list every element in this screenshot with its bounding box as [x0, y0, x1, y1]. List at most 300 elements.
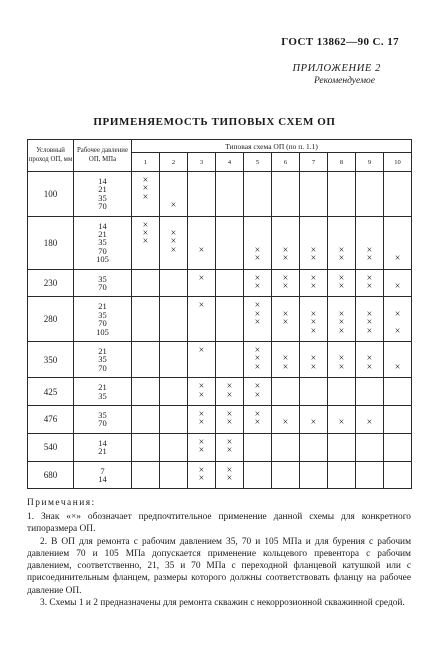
scheme-cell — [384, 433, 412, 461]
mark-glyph: × — [338, 353, 345, 365]
scheme-cell — [244, 297, 272, 342]
mark-glyph — [300, 475, 327, 483]
mark-glyph: × — [198, 464, 205, 476]
mark-glyph: × — [226, 408, 233, 420]
pressure-cell — [74, 461, 132, 489]
scheme-cell — [132, 172, 160, 217]
mark-glyph: × — [338, 361, 345, 373]
scheme-cell — [272, 405, 300, 433]
mark-glyph: × — [310, 353, 317, 365]
mark-glyph — [132, 447, 159, 455]
pressure-value: 35 — [98, 309, 107, 320]
table-title: ПРИМЕНЯЕМОСТЬ ТИПОВЫХ СХЕМ ОП — [93, 116, 336, 128]
mark-glyph: × — [198, 300, 205, 312]
scheme-cell — [188, 172, 216, 217]
mark-glyph: × — [366, 272, 373, 284]
scheme-cell — [356, 216, 384, 269]
scheme-cell — [132, 405, 160, 433]
pressure-value: 70 — [98, 418, 107, 429]
mark-glyph: × — [170, 227, 177, 239]
scheme-cell — [384, 341, 412, 377]
pressure-value: 14 — [98, 473, 107, 484]
mark-glyph: × — [142, 219, 149, 231]
scheme-cell — [384, 269, 412, 297]
mark-glyph — [188, 364, 215, 372]
mark-glyph: × — [198, 272, 205, 284]
pressure-value: 7 — [100, 465, 105, 476]
mark-glyph: × — [254, 381, 261, 393]
table-row — [28, 461, 412, 489]
pressure-value: 21 — [98, 382, 107, 393]
mark-glyph: × — [310, 308, 317, 320]
scheme-cell — [216, 269, 244, 297]
scheme-cell — [384, 461, 412, 489]
mark-glyph — [384, 202, 411, 210]
mark-glyph — [216, 202, 243, 210]
pressure-value: 21 — [98, 446, 107, 457]
scheme-number: 10 — [384, 153, 412, 172]
mark-glyph: × — [198, 244, 205, 256]
scheme-cell — [244, 405, 272, 433]
mark-glyph — [244, 202, 271, 210]
mark-glyph: × — [338, 272, 345, 284]
scheme-cell — [300, 461, 328, 489]
pressure-cell — [74, 341, 132, 377]
scheme-cell — [132, 341, 160, 377]
scheme-cell — [272, 378, 300, 406]
scheme-cell — [356, 297, 384, 342]
scheme-cell — [160, 461, 188, 489]
mark-glyph: × — [366, 280, 373, 292]
mark-glyph: × — [198, 389, 205, 401]
col-header-pressure: Рабочее давление ОП, МПа — [74, 140, 132, 172]
mark-glyph: × — [282, 244, 289, 256]
pressure-value: 35 — [98, 354, 107, 365]
mark-glyph — [132, 255, 159, 263]
scheme-cell — [384, 378, 412, 406]
scheme-cell — [328, 216, 356, 269]
mark-glyph: × — [254, 272, 261, 284]
table-row — [28, 433, 412, 461]
mark-glyph: × — [394, 253, 401, 265]
scheme-cell — [328, 297, 356, 342]
scheme-cell — [300, 405, 328, 433]
mark-glyph: × — [142, 227, 149, 239]
mark-glyph — [132, 328, 159, 336]
pressure-cell — [74, 405, 132, 433]
mark-glyph — [300, 447, 327, 455]
col-header-bore: Условный проход ОП, мм — [28, 140, 74, 172]
scheme-cell — [272, 216, 300, 269]
scheme-cell — [216, 461, 244, 489]
pressure-value: 35 — [98, 273, 107, 284]
mark-glyph — [132, 419, 159, 427]
mark-glyph: × — [310, 280, 317, 292]
pressure-value: 21 — [98, 184, 107, 195]
notes-heading: Примечания: — [27, 498, 96, 508]
scheme-cell — [132, 461, 160, 489]
page-header: ГОСТ 13862—90 С. 17 — [281, 36, 399, 48]
mark-glyph — [384, 447, 411, 455]
mark-glyph — [216, 255, 243, 263]
pressure-value: 70 — [98, 245, 107, 256]
scheme-cell — [328, 172, 356, 217]
pressure-value: 105 — [96, 326, 109, 337]
mark-glyph — [272, 447, 299, 455]
mark-glyph: × — [366, 417, 373, 429]
mark-glyph: × — [310, 317, 317, 329]
scheme-cell — [300, 433, 328, 461]
mark-glyph — [328, 447, 355, 455]
bore-cell: 425 — [28, 378, 74, 406]
mark-glyph: × — [366, 244, 373, 256]
pressure-cell — [74, 172, 132, 217]
mark-glyph: × — [338, 325, 345, 337]
scheme-number: 9 — [356, 153, 384, 172]
schemes-table — [27, 139, 412, 489]
pressure-value: 70 — [98, 318, 107, 329]
scheme-cell — [188, 216, 216, 269]
scheme-number: 4 — [216, 153, 244, 172]
mark-glyph: × — [338, 308, 345, 320]
pressure-value: 35 — [98, 390, 107, 401]
pressure-cell — [74, 216, 132, 269]
mark-glyph — [328, 475, 355, 483]
mark-glyph — [160, 475, 187, 483]
scheme-cell — [244, 172, 272, 217]
mark-glyph: × — [282, 353, 289, 365]
scheme-cell — [272, 433, 300, 461]
mark-glyph: × — [198, 445, 205, 457]
mark-glyph: × — [310, 325, 317, 337]
mark-glyph: × — [282, 280, 289, 292]
header-row — [28, 140, 412, 153]
mark-glyph: × — [254, 408, 261, 420]
mark-glyph: × — [226, 472, 233, 484]
scheme-cell — [300, 216, 328, 269]
mark-glyph: × — [198, 436, 205, 448]
mark-glyph: × — [198, 344, 205, 356]
scheme-cell — [328, 341, 356, 377]
mark-glyph — [188, 283, 215, 291]
mark-glyph — [384, 475, 411, 483]
scheme-cell — [244, 269, 272, 297]
mark-glyph: × — [366, 361, 373, 373]
table-row — [28, 269, 412, 297]
mark-glyph — [272, 328, 299, 336]
scheme-cell — [244, 433, 272, 461]
mark-glyph — [244, 328, 271, 336]
bore-cell: 230 — [28, 269, 74, 297]
pressure-value: 105 — [96, 254, 109, 265]
mark-glyph: × — [338, 280, 345, 292]
pressure-value: 21 — [98, 228, 107, 239]
mark-glyph — [132, 364, 159, 372]
pressure-value: 14 — [98, 437, 107, 448]
scheme-cell — [328, 269, 356, 297]
mark-glyph: × — [366, 253, 373, 265]
mark-glyph: × — [282, 361, 289, 373]
mark-glyph: × — [254, 353, 261, 365]
pressure-cell — [74, 269, 132, 297]
mark-glyph: × — [226, 445, 233, 457]
scheme-number: 2 — [160, 153, 188, 172]
mark-glyph — [356, 202, 383, 210]
mark-glyph: × — [142, 236, 149, 248]
table-row — [28, 297, 412, 342]
mark-glyph: × — [254, 280, 261, 292]
scheme-cell — [356, 405, 384, 433]
pressure-value: 14 — [98, 175, 107, 186]
mark-glyph: × — [366, 308, 373, 320]
mark-glyph: × — [170, 236, 177, 248]
mark-glyph: × — [366, 317, 373, 329]
mark-glyph: × — [310, 272, 317, 284]
scheme-cell — [132, 297, 160, 342]
mark-glyph: × — [310, 253, 317, 265]
scheme-cell — [160, 341, 188, 377]
mark-glyph — [328, 202, 355, 210]
scheme-cell — [160, 405, 188, 433]
table-row — [28, 341, 412, 377]
scheme-cell — [160, 216, 188, 269]
scheme-cell — [328, 405, 356, 433]
mark-glyph — [132, 475, 159, 483]
col-header-scheme: Типовая схема ОП (по п. 1.1) — [132, 140, 412, 153]
scheme-cell — [160, 297, 188, 342]
pressure-cell — [74, 297, 132, 342]
mark-glyph: × — [254, 317, 261, 329]
scheme-number: 3 — [188, 153, 216, 172]
scheme-cell — [300, 269, 328, 297]
mark-glyph — [188, 255, 215, 263]
pressure-value: 35 — [98, 409, 107, 420]
scheme-cell — [216, 341, 244, 377]
bore-cell: 476 — [28, 405, 74, 433]
mark-glyph: × — [338, 253, 345, 265]
pressure-value: 70 — [98, 362, 107, 373]
scheme-cell — [356, 378, 384, 406]
scheme-cell — [356, 341, 384, 377]
mark-glyph — [132, 283, 159, 291]
mark-glyph: × — [254, 244, 261, 256]
mark-glyph: × — [366, 353, 373, 365]
scheme-cell — [384, 405, 412, 433]
appendix-label: ПРИЛОЖЕНИЕ 2 — [292, 63, 381, 74]
mark-glyph: × — [142, 174, 149, 186]
scheme-cell — [216, 297, 244, 342]
mark-glyph — [160, 328, 187, 336]
pressure-value: 21 — [98, 345, 107, 356]
scheme-cell — [356, 433, 384, 461]
pressure-value: 70 — [98, 281, 107, 292]
pressure-value: 35 — [98, 237, 107, 248]
mark-glyph — [160, 283, 187, 291]
mark-glyph: × — [338, 244, 345, 256]
mark-glyph — [300, 392, 327, 400]
scheme-cell — [272, 341, 300, 377]
bore-cell: 540 — [28, 433, 74, 461]
scheme-cell — [216, 405, 244, 433]
scheme-number: 7 — [300, 153, 328, 172]
scheme-cell — [272, 172, 300, 217]
mark-glyph: × — [170, 244, 177, 256]
note-2: 2. В ОП для ремонта с рабочим давлением 35, 70 и 105 МПа и для бурения с рабочим давлением 70 и 105 МПа допускается применение кольцевого превентора с рабочим давлением, соответственно, 21, 35 и 70 МПа с переходной фланцевой катушкой или с присоединительным фланцем, размеры которого должны соответствовать фланцу на рабочее давление ОП. — [27, 536, 411, 596]
mark-glyph: × — [338, 317, 345, 329]
mark-glyph: × — [226, 417, 233, 429]
mark-glyph: × — [226, 389, 233, 401]
mark-glyph — [216, 283, 243, 291]
scheme-cell — [244, 341, 272, 377]
mark-glyph: × — [198, 408, 205, 420]
scheme-cell — [244, 378, 272, 406]
bore-cell: 100 — [28, 172, 74, 217]
scheme-cell — [328, 378, 356, 406]
scheme-cell — [356, 269, 384, 297]
mark-glyph: × — [394, 308, 401, 320]
scheme-cell — [188, 433, 216, 461]
scheme-number: 1 — [132, 153, 160, 172]
mark-glyph: × — [310, 417, 317, 429]
mark-glyph: × — [310, 244, 317, 256]
mark-glyph: × — [198, 417, 205, 429]
scheme-cell — [300, 341, 328, 377]
scheme-number: 5 — [244, 153, 272, 172]
mark-glyph: × — [282, 253, 289, 265]
mark-glyph — [160, 255, 187, 263]
mark-glyph: × — [254, 344, 261, 356]
scheme-cell — [216, 433, 244, 461]
scheme-cell — [132, 216, 160, 269]
pressure-value: 35 — [98, 192, 107, 203]
scheme-cell — [384, 297, 412, 342]
mark-glyph — [300, 202, 327, 210]
scheme-number: 6 — [272, 153, 300, 172]
mark-glyph: × — [142, 183, 149, 195]
mark-glyph: × — [254, 300, 261, 312]
scheme-cell — [160, 172, 188, 217]
mark-glyph — [272, 202, 299, 210]
scheme-cell — [272, 269, 300, 297]
mark-glyph: × — [226, 436, 233, 448]
scheme-cell — [216, 216, 244, 269]
mark-glyph — [272, 475, 299, 483]
appendix-status: Рекомендуемое — [313, 76, 375, 86]
scheme-cell — [188, 269, 216, 297]
table-row — [28, 172, 412, 217]
mark-glyph: × — [394, 280, 401, 292]
mark-glyph: × — [366, 325, 373, 337]
scheme-cell — [328, 433, 356, 461]
scheme-cell — [188, 341, 216, 377]
scheme-cell — [384, 172, 412, 217]
mark-glyph: × — [254, 308, 261, 320]
scheme-cell — [188, 461, 216, 489]
pressure-value: 70 — [98, 201, 107, 212]
pressure-value: 14 — [98, 220, 107, 231]
scheme-cell — [188, 378, 216, 406]
table-row — [28, 378, 412, 406]
bore-cell: 180 — [28, 216, 74, 269]
mark-glyph: × — [254, 253, 261, 265]
note-1: 1. Знак «×» обозначает предпочтительное применение данной схемы для конкретного типоразмера ОП. — [27, 512, 411, 535]
mark-glyph: × — [282, 272, 289, 284]
mark-glyph: × — [310, 361, 317, 373]
notes-body — [27, 511, 411, 609]
scheme-cell — [132, 378, 160, 406]
pressure-cell — [74, 378, 132, 406]
table-row — [28, 216, 412, 269]
mark-glyph: × — [394, 361, 401, 373]
mark-glyph — [160, 392, 187, 400]
mark-glyph — [244, 447, 271, 455]
mark-glyph: × — [226, 381, 233, 393]
mark-glyph: × — [170, 200, 177, 212]
note-3: 3. Схемы 1 и 2 предназначены для ремонта скважин с некоррозионной скважинной средой. — [40, 598, 405, 609]
mark-glyph — [160, 364, 187, 372]
mark-glyph: × — [338, 417, 345, 429]
mark-glyph — [188, 202, 215, 210]
mark-glyph: × — [254, 389, 261, 401]
mark-glyph: × — [198, 381, 205, 393]
bore-cell: 280 — [28, 297, 74, 342]
scheme-cell — [160, 269, 188, 297]
mark-glyph — [384, 392, 411, 400]
scheme-cell — [244, 461, 272, 489]
mark-glyph — [272, 392, 299, 400]
mark-glyph: × — [226, 464, 233, 476]
scheme-cell — [356, 461, 384, 489]
pressure-cell — [74, 433, 132, 461]
scheme-cell — [216, 378, 244, 406]
scheme-cell — [356, 172, 384, 217]
pressure-value: 21 — [98, 301, 107, 312]
scheme-cell — [132, 269, 160, 297]
mark-glyph: × — [254, 361, 261, 373]
mark-glyph: × — [282, 317, 289, 329]
scheme-cell — [188, 405, 216, 433]
scheme-cell — [244, 216, 272, 269]
mark-glyph — [328, 392, 355, 400]
table-row — [28, 405, 412, 433]
mark-glyph — [132, 202, 159, 210]
scheme-cell — [300, 172, 328, 217]
bore-cell: 680 — [28, 461, 74, 489]
scheme-cell — [384, 216, 412, 269]
mark-glyph — [356, 447, 383, 455]
scheme-cell — [188, 297, 216, 342]
scheme-cell — [160, 433, 188, 461]
scheme-cell — [300, 378, 328, 406]
mark-glyph: × — [198, 472, 205, 484]
scheme-number: 8 — [328, 153, 356, 172]
scheme-cell — [160, 378, 188, 406]
mark-glyph: × — [142, 191, 149, 203]
scheme-cell — [132, 433, 160, 461]
mark-glyph — [244, 475, 271, 483]
scheme-cell — [300, 297, 328, 342]
mark-glyph — [160, 447, 187, 455]
mark-glyph — [384, 419, 411, 427]
scheme-cell — [272, 461, 300, 489]
mark-glyph: × — [282, 417, 289, 429]
mark-glyph: × — [254, 417, 261, 429]
mark-glyph: × — [282, 308, 289, 320]
mark-glyph — [160, 419, 187, 427]
scheme-cell — [328, 461, 356, 489]
bore-cell: 350 — [28, 341, 74, 377]
scheme-cell — [272, 297, 300, 342]
